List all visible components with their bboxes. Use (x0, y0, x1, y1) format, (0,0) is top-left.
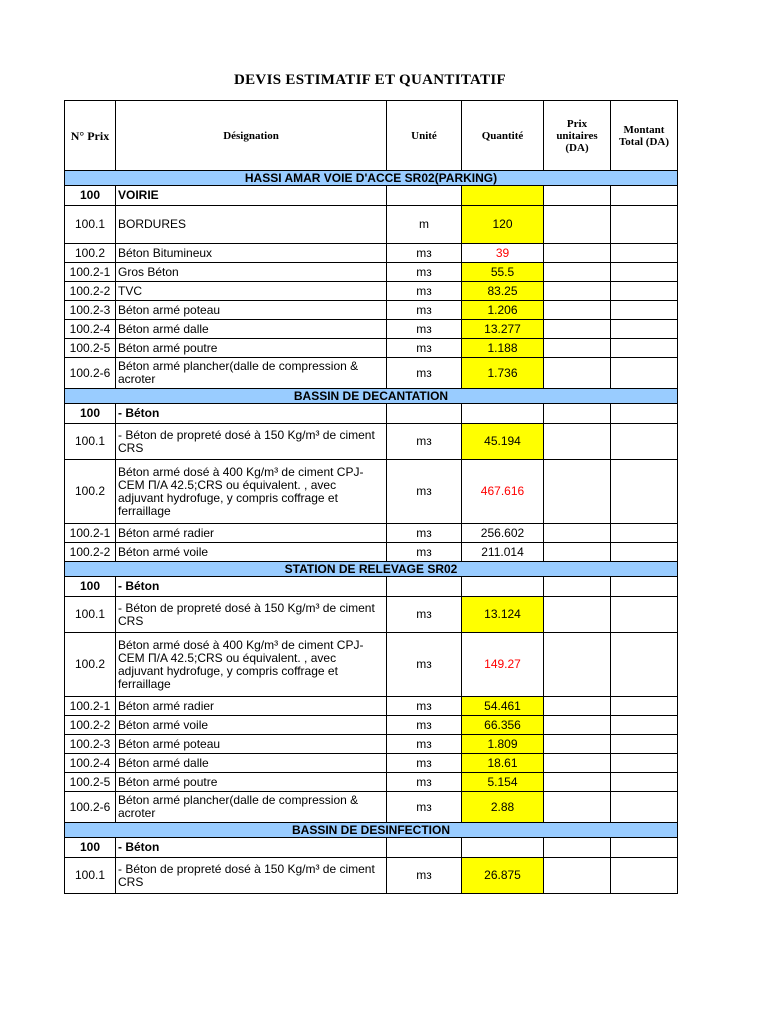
table-row (65, 186, 678, 206)
price-number: 100.2-5 (65, 773, 116, 792)
quantity-cell: 211.014 (462, 543, 544, 562)
unit-cell: mᴈ (387, 597, 462, 633)
total-amount-cell (611, 735, 678, 754)
unit-price-cell (544, 792, 611, 823)
price-number: 100.2 (65, 244, 116, 263)
table-row (65, 301, 678, 320)
table-row (65, 597, 678, 633)
quantity-cell (462, 577, 544, 597)
quantity-cell: 120 (462, 206, 544, 244)
unit-price-cell (544, 320, 611, 339)
designation-cell: - Béton de propreté dosé à 150 Kg/m³ de ciment CRS (116, 597, 387, 633)
unit-price-cell (544, 543, 611, 562)
unit-price-cell (544, 697, 611, 716)
table-row (65, 524, 678, 543)
section-header-row (65, 562, 678, 577)
unit-price-cell (544, 597, 611, 633)
total-amount-cell (611, 754, 678, 773)
designation-cell: Béton armé plancher(dalle de compression & acroter (116, 358, 387, 389)
price-number: 100.2-3 (65, 735, 116, 754)
unit-cell: mᴈ (387, 460, 462, 524)
quantity-cell (462, 838, 544, 858)
price-number: 100.2-6 (65, 358, 116, 389)
price-number: 100 (65, 404, 116, 424)
designation-cell: Béton armé dosé à 400 Kg/m³ de ciment CPJ-CEM П/A 42.5;CRS ou équivalent. , avec adjuvant hydrofuge, y compris coffrage et ferraillage (116, 460, 387, 524)
total-amount-cell (611, 858, 678, 894)
total-amount-cell (611, 697, 678, 716)
total-amount-cell (611, 543, 678, 562)
unit-price-cell (544, 460, 611, 524)
unit-price-cell (544, 716, 611, 735)
price-number: 100.2-4 (65, 754, 116, 773)
table-row (65, 404, 678, 424)
designation-cell: - Béton (116, 577, 387, 597)
designation-cell: - Béton de propreté dosé à 150 Kg/m³ de ciment CRS (116, 424, 387, 460)
unit-cell: mᴈ (387, 773, 462, 792)
unit-price-cell (544, 404, 611, 424)
unit-cell: mᴈ (387, 358, 462, 389)
designation-cell: Béton armé poteau (116, 301, 387, 320)
unit-price-cell (544, 424, 611, 460)
unit-cell (387, 838, 462, 858)
total-amount-cell (611, 263, 678, 282)
designation-cell: - Béton de propreté dosé à 150 Kg/m³ de ciment CRS (116, 858, 387, 894)
table-row (65, 339, 678, 358)
unit-cell: mᴈ (387, 858, 462, 894)
total-amount-cell (611, 244, 678, 263)
table-row (65, 716, 678, 735)
unit-cell (387, 577, 462, 597)
quantity-cell: 1.736 (462, 358, 544, 389)
unit-price-cell (544, 577, 611, 597)
table-row (65, 633, 678, 697)
unit-cell: mᴈ (387, 697, 462, 716)
designation-cell: Béton armé poutre (116, 773, 387, 792)
unit-cell (387, 404, 462, 424)
table-row (65, 282, 678, 301)
designation-cell: BORDURES (116, 206, 387, 244)
price-number: 100.2-6 (65, 792, 116, 823)
price-number: 100.2-4 (65, 320, 116, 339)
unit-cell: mᴈ (387, 633, 462, 697)
price-number: 100 (65, 186, 116, 206)
unit-price-cell (544, 282, 611, 301)
total-amount-cell (611, 577, 678, 597)
quantity-cell: 1.188 (462, 339, 544, 358)
price-number: 100.1 (65, 858, 116, 894)
designation-cell: Béton armé voile (116, 543, 387, 562)
price-number: 100.2-3 (65, 301, 116, 320)
quantity-cell: 256.602 (462, 524, 544, 543)
price-number: 100.1 (65, 424, 116, 460)
quantity-cell: 55.5 (462, 263, 544, 282)
price-number: 100.2-5 (65, 339, 116, 358)
quantity-cell (462, 186, 544, 206)
header-unit-price: Prix unitaires (DA) (544, 101, 611, 171)
header-designation: Désignation (116, 101, 387, 171)
total-amount-cell (611, 320, 678, 339)
unit-price-cell (544, 186, 611, 206)
unit-cell: mᴈ (387, 282, 462, 301)
unit-cell: mᴈ (387, 320, 462, 339)
section-title: STATION DE RELEVAGE SR02 (65, 562, 678, 577)
designation-cell: Béton armé poteau (116, 735, 387, 754)
unit-cell: mᴈ (387, 339, 462, 358)
designation-cell: TVC (116, 282, 387, 301)
quantity-cell: 467.616 (462, 460, 544, 524)
quantity-cell: 1.809 (462, 735, 544, 754)
price-number: 100.2-2 (65, 543, 116, 562)
unit-cell: mᴈ (387, 716, 462, 735)
section-header-row (65, 171, 678, 186)
total-amount-cell (611, 716, 678, 735)
header-total: Montant Total (DA) (611, 101, 678, 171)
designation-cell: Béton Bitumineux (116, 244, 387, 263)
quantity-cell: 13.124 (462, 597, 544, 633)
section-header-row (65, 389, 678, 404)
designation-cell: Béton armé dalle (116, 320, 387, 339)
designation-cell: Béton armé voile (116, 716, 387, 735)
section-title: BASSIN DE DESINFECTION (65, 823, 678, 838)
unit-price-cell (544, 263, 611, 282)
price-number: 100.2 (65, 633, 116, 697)
designation-cell: VOIRIE (116, 186, 387, 206)
unit-cell: mᴈ (387, 735, 462, 754)
quantity-cell: 5.154 (462, 773, 544, 792)
quantity-cell: 45.194 (462, 424, 544, 460)
price-number: 100.1 (65, 597, 116, 633)
unit-price-cell (544, 735, 611, 754)
total-amount-cell (611, 792, 678, 823)
unit-price-cell (544, 633, 611, 697)
header-quantity: Quantité (462, 101, 544, 171)
designation-cell: Béton armé radier (116, 524, 387, 543)
table-row (65, 424, 678, 460)
unit-cell: mᴈ (387, 301, 462, 320)
price-number: 100.2-2 (65, 282, 116, 301)
table-row (65, 358, 678, 389)
unit-price-cell (544, 858, 611, 894)
designation-cell: Béton armé radier (116, 697, 387, 716)
table-row (65, 792, 678, 823)
table-row (65, 838, 678, 858)
table-row (65, 206, 678, 244)
table-body (65, 171, 678, 894)
designation-cell: - Béton (116, 404, 387, 424)
designation-cell: Béton armé plancher(dalle de compression & acroter (116, 792, 387, 823)
quantity-cell: 1.206 (462, 301, 544, 320)
designation-cell: Béton armé poutre (116, 339, 387, 358)
price-number: 100 (65, 838, 116, 858)
unit-price-cell (544, 524, 611, 543)
section-title: BASSIN DE DECANTATION (65, 389, 678, 404)
table-row (65, 858, 678, 894)
quantity-cell: 13.277 (462, 320, 544, 339)
unit-cell: mᴈ (387, 792, 462, 823)
table-header-row (65, 101, 678, 171)
header-unit: Unité (387, 101, 462, 171)
unit-price-cell (544, 838, 611, 858)
table-row (65, 577, 678, 597)
price-number: 100.1 (65, 206, 116, 244)
estimate-table (64, 100, 678, 894)
unit-cell: mᴈ (387, 263, 462, 282)
quantity-cell: 18.61 (462, 754, 544, 773)
quantity-cell: 26.875 (462, 858, 544, 894)
total-amount-cell (611, 597, 678, 633)
unit-cell: mᴈ (387, 244, 462, 263)
price-number: 100.2-1 (65, 263, 116, 282)
quantity-cell: 83.25 (462, 282, 544, 301)
quantity-cell: 66.356 (462, 716, 544, 735)
unit-cell: mᴈ (387, 524, 462, 543)
quantity-cell: 39 (462, 244, 544, 263)
price-number: 100.2-1 (65, 697, 116, 716)
total-amount-cell (611, 358, 678, 389)
designation-cell: Béton armé dalle (116, 754, 387, 773)
unit-cell: m (387, 206, 462, 244)
price-number: 100 (65, 577, 116, 597)
quantity-cell: 2.88 (462, 792, 544, 823)
price-number: 100.2 (65, 460, 116, 524)
total-amount-cell (611, 206, 678, 244)
section-header-row (65, 823, 678, 838)
document-title: DEVIS ESTIMATIF ET QUANTITATIF (234, 72, 506, 88)
total-amount-cell (611, 339, 678, 358)
table-row (65, 543, 678, 562)
total-amount-cell (611, 524, 678, 543)
total-amount-cell (611, 460, 678, 524)
price-number: 100.2-2 (65, 716, 116, 735)
table-row (65, 697, 678, 716)
total-amount-cell (611, 424, 678, 460)
unit-price-cell (544, 301, 611, 320)
designation-cell: Gros Béton (116, 263, 387, 282)
unit-price-cell (544, 773, 611, 792)
total-amount-cell (611, 838, 678, 858)
total-amount-cell (611, 282, 678, 301)
unit-cell (387, 186, 462, 206)
table-row (65, 263, 678, 282)
designation-cell: - Béton (116, 838, 387, 858)
section-title: HASSI AMAR VOIE D'ACCE SR02(PARKING) (65, 171, 678, 186)
price-number: 100.2-1 (65, 524, 116, 543)
unit-price-cell (544, 754, 611, 773)
table-row (65, 754, 678, 773)
unit-cell: mᴈ (387, 543, 462, 562)
quantity-cell: 149.27 (462, 633, 544, 697)
total-amount-cell (611, 404, 678, 424)
table-row (65, 735, 678, 754)
total-amount-cell (611, 301, 678, 320)
header-num: N° Prix (65, 101, 116, 171)
total-amount-cell (611, 633, 678, 697)
table-row (65, 320, 678, 339)
designation-cell: Béton armé dosé à 400 Kg/m³ de ciment CPJ-CEM П/A 42.5;CRS ou équivalent. , avec adjuvant hydrofuge, y compris coffrage et ferraillage (116, 633, 387, 697)
table-row (65, 460, 678, 524)
unit-price-cell (544, 339, 611, 358)
unit-price-cell (544, 358, 611, 389)
unit-price-cell (544, 244, 611, 263)
unit-cell: mᴈ (387, 424, 462, 460)
quantity-cell: 54.461 (462, 697, 544, 716)
total-amount-cell (611, 773, 678, 792)
table-row (65, 244, 678, 263)
table-row (65, 773, 678, 792)
unit-price-cell (544, 206, 611, 244)
quantity-cell (462, 404, 544, 424)
unit-cell: mᴈ (387, 754, 462, 773)
total-amount-cell (611, 186, 678, 206)
